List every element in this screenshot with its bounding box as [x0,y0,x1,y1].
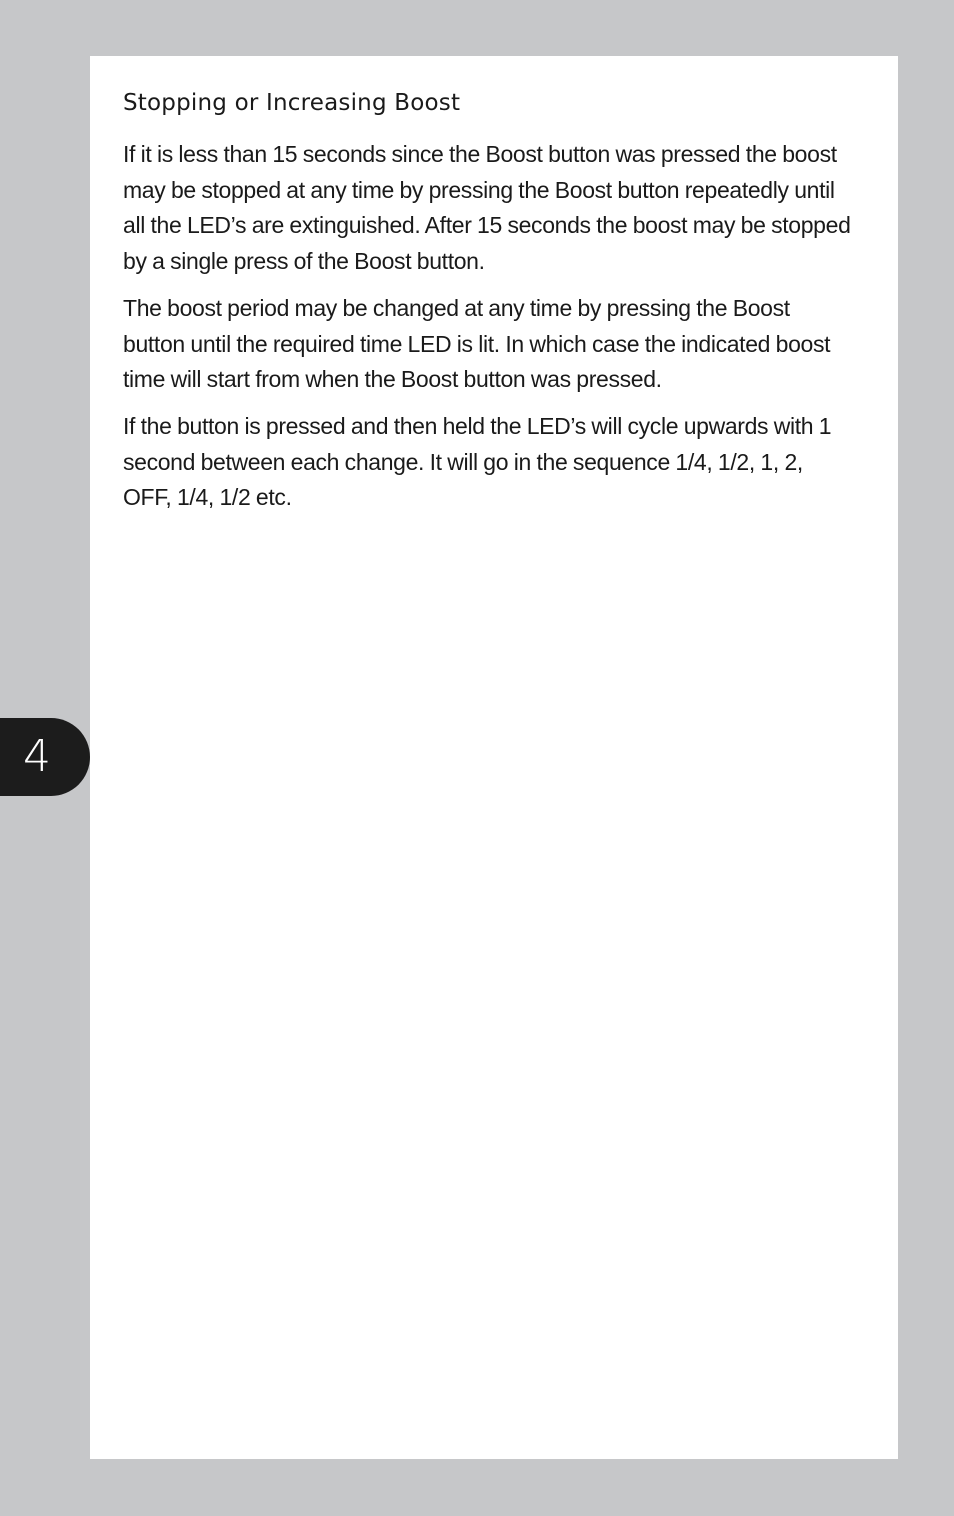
section-title: Stopping or Increasing Boost [123,90,461,116]
document-page [90,56,898,1459]
paragraph-stopping-boost: If it is less than 15 seconds since the Boost button was pressed the boost may be stopped at any time by pressing the Boost button repeatedly until all the LED’s are extinguished. After 15 seconds the boost may be stopped by a single press of the Boost button. [123,141,851,275]
page-content [123,86,853,527]
chapter-number: 4 [23,731,51,782]
paragraph-led-cycle: If the button is pressed and then held the LED’s will cycle upwards with 1 second between each change. It will go in the sequence 1/4, 1/2, 1, 2, OFF, 1/4, 1/2 etc. [123,412,832,511]
chapter-tab [0,718,90,796]
paragraph-changing-boost-period: The boost period may be changed at any time by pressing the Boost button until the required time LED is lit. In which case the indicated boost time will start from when the Boost button was pressed. [123,294,831,393]
